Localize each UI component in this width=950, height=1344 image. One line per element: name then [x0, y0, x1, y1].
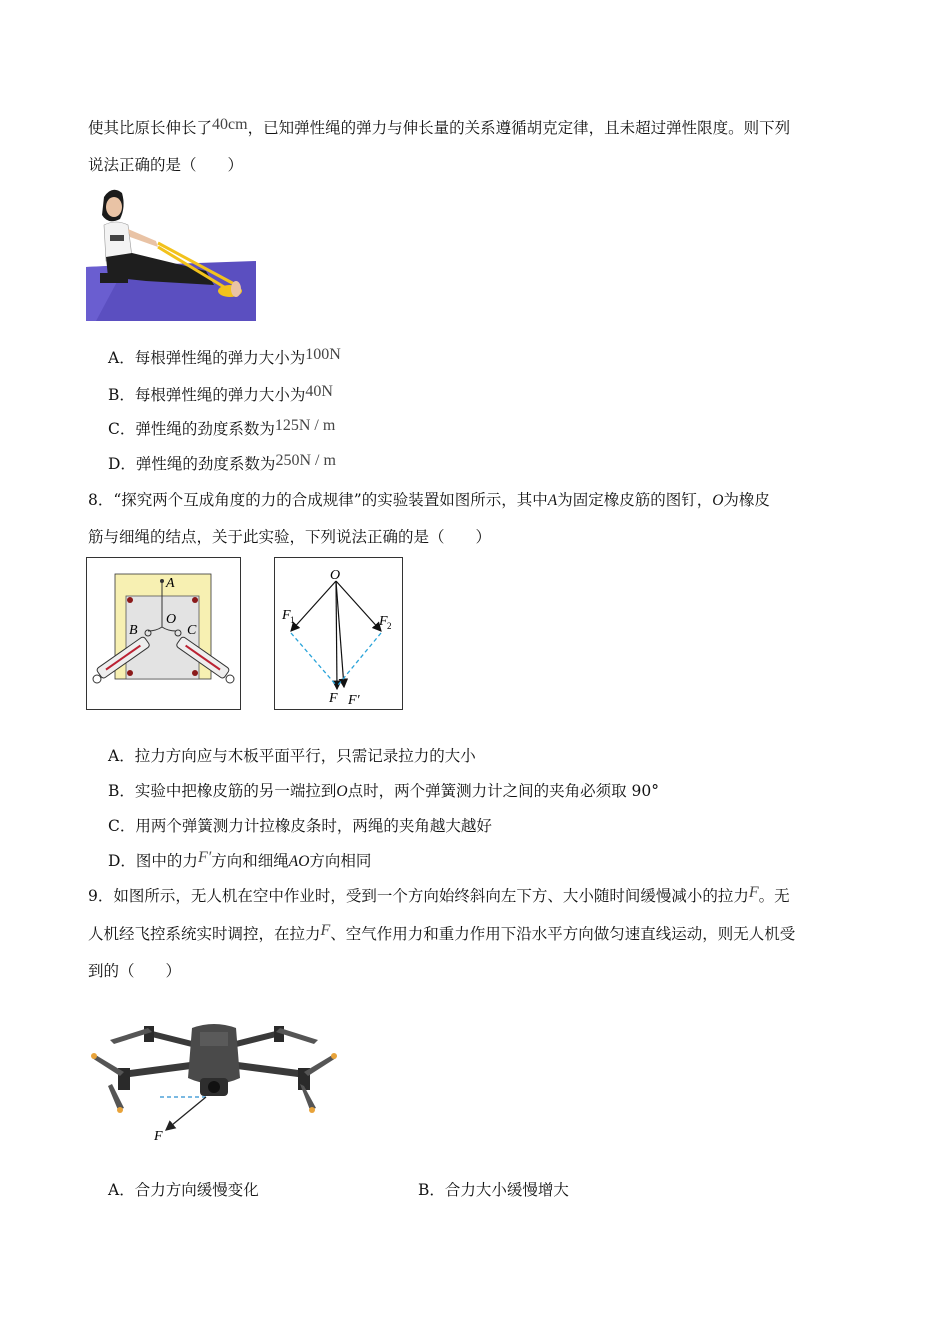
- q7-option-b: B．每根弹性绳的弹力大小为40N: [108, 383, 333, 404]
- label-O: O: [166, 612, 177, 627]
- label-F1: F: [282, 608, 291, 623]
- q8-option-b: B．实验中把橡皮筋的另一端拉到O点时，两个弹簧测力计之间的夹角必须取 90°: [108, 782, 660, 800]
- q8-option-d: D．图中的力F′方向和细绳AO方向相同: [108, 849, 372, 870]
- q9-option-a: A．合力方向缓慢变化: [108, 1181, 259, 1199]
- q8-stem-line1: 8．“探究两个互成角度的力的合成规律”的实验装置如图所示，其中A为固定橡皮筋的图钉，O为橡皮: [88, 491, 770, 509]
- math-40cm: 40cm: [212, 116, 248, 133]
- label-F: F: [329, 691, 338, 706]
- q8-stem-line2: 筋与细绳的结点，关于此实验，下列说法正确的是（ ）: [88, 528, 492, 546]
- exercise-photo: [86, 185, 256, 321]
- q7-option-a: A．每根弹性绳的弹力大小为100N: [108, 346, 341, 367]
- label-F2-sub: 2: [387, 621, 392, 631]
- label-A: A: [166, 576, 175, 591]
- label-F-prime: F′: [348, 693, 360, 708]
- label-O-right: O: [330, 568, 341, 583]
- label-C: C: [187, 623, 197, 638]
- q7-stem-line1: 使其比原长伸长了40cm，已知弹性绳的弹力与伸长量的关系遵循胡克定律，且未超过弹性限度。则下列: [88, 116, 791, 137]
- label-F1-sub: 1: [290, 615, 295, 625]
- q9-stem-line3: 到的（ ）: [88, 962, 182, 980]
- drone-figure: [90, 998, 338, 1146]
- q9-stem-line2: 人机经飞控系统实时调控，在拉力F、空气作用力和重力作用下沿水平方向做匀速直线运动，则无人机受: [88, 922, 796, 943]
- force-diagram-figure: [274, 557, 403, 710]
- q8-option-a: A．拉力方向应与木板平面平行，只需记录拉力的大小: [108, 747, 476, 765]
- experiment-apparatus-figure: [86, 557, 241, 710]
- label-B: B: [129, 623, 138, 638]
- q9-stem-line1: 9．如图所示，无人机在空中作业时，受到一个方向始终斜向左下方、大小随时间缓慢减小的拉力F。无: [88, 884, 790, 905]
- q7-option-d: D．弹性绳的劲度系数为250N / m: [108, 452, 336, 473]
- q7-option-c: C．弹性绳的劲度系数为125N / m: [108, 417, 336, 438]
- label-F2: F: [379, 614, 388, 629]
- q7-stem-line2: 说法正确的是（ ）: [88, 156, 244, 174]
- q9-option-b: B．合力大小缓慢增大: [418, 1181, 569, 1199]
- drone-label-F: F: [154, 1129, 163, 1144]
- q8-option-c: C．用两个弹簧测力计拉橡皮条时，两绳的夹角越大越好: [108, 817, 492, 835]
